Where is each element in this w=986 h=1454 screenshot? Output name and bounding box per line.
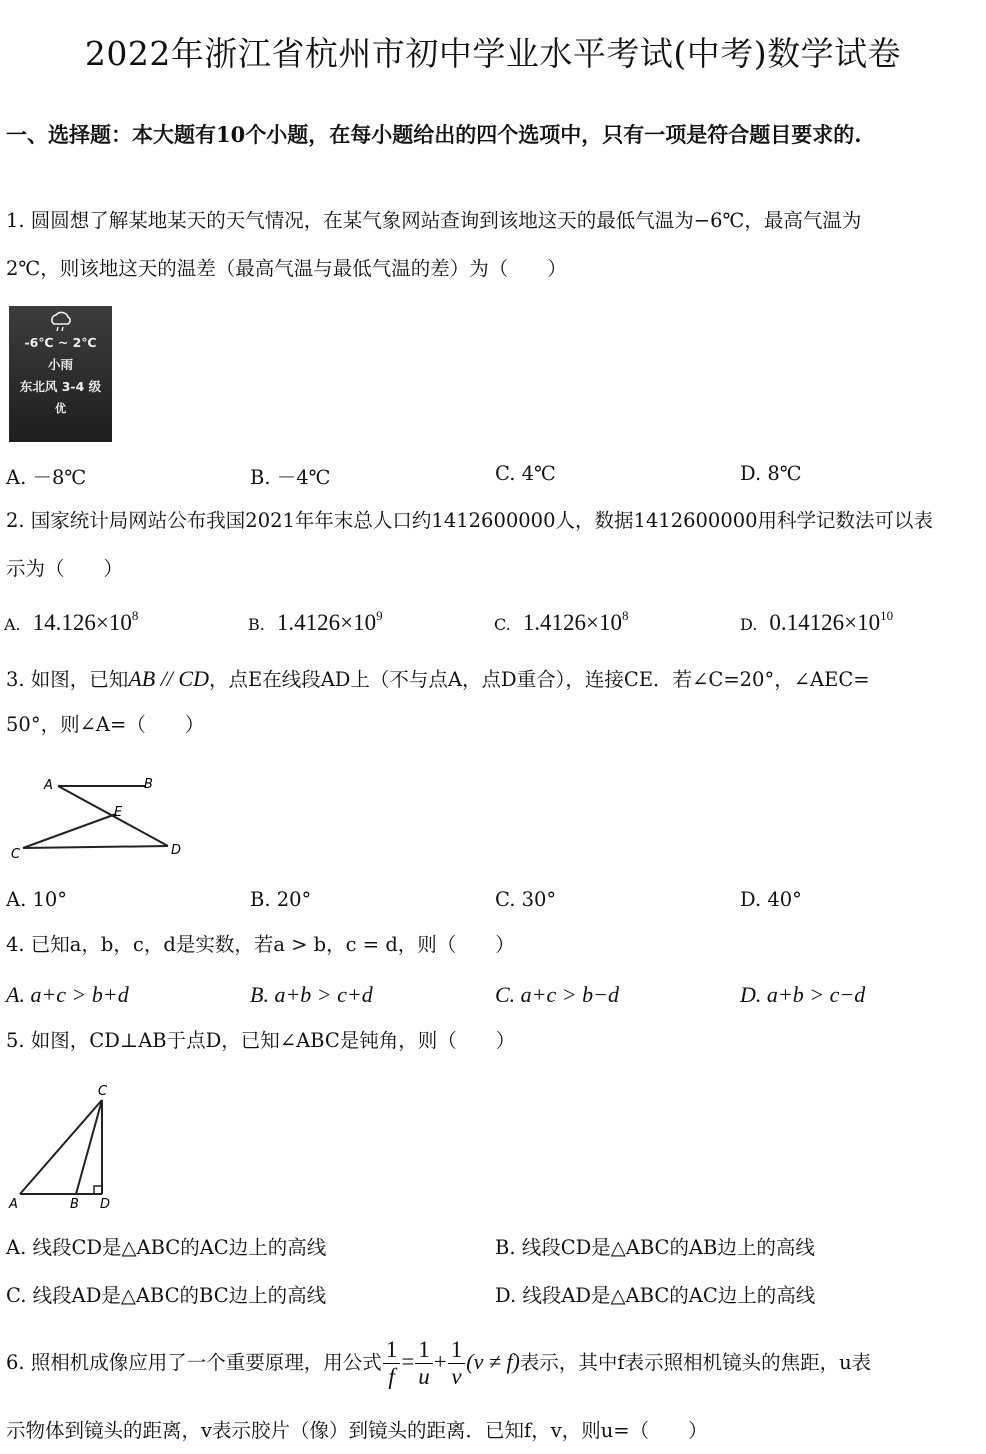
question-3-option-c: C. 30° — [495, 888, 557, 911]
weather-aqi: 优 — [55, 402, 66, 415]
question-3-option-b: B. 20° — [250, 888, 312, 911]
label-e: E — [114, 805, 123, 820]
question-6-line-2: 示物体到镜头的距离，v表示胶片（像）到镜头的距离．已知f，v，则u=（ ） — [6, 1419, 708, 1442]
label-c: C — [98, 1084, 108, 1099]
question-4-option-d: D. a+b > c−d — [740, 982, 866, 1007]
question-4-option-b: B. a+b > c+d — [250, 982, 373, 1007]
question-4-option-a: A. a+c > b+d — [6, 982, 129, 1007]
question-2-option-d: D. $0.14126\times 10^{10}$ — [740, 608, 894, 635]
cloud-rain-icon — [9, 310, 112, 332]
question-1-option-a: A. －8℃ — [6, 466, 87, 489]
label-b: B — [70, 1197, 79, 1212]
question-1-option-d: D. 8℃ — [740, 462, 802, 485]
label-c: C — [11, 847, 21, 862]
weather-description: 小雨 — [47, 357, 73, 372]
fraction-1-over-f: $\frac{1}{f}$ — [383, 1337, 401, 1390]
question-3-option-d: D. 40° — [740, 888, 802, 911]
question-1-line-1: 1. 圆圆想了解某地某天的天气情况，在某气象网站查询到该地这天的最低气温为−6℃，最高气温为 — [6, 209, 862, 232]
label-d: D — [100, 1197, 111, 1212]
segment-ce — [23, 814, 116, 848]
weather-wind: 东北风 3-4 级 — [19, 379, 102, 394]
question-2-option-b: B. $1.4126\times 10^9$ — [248, 608, 383, 635]
question-3-line-1: 3. 如图，已知AB // CD，点E在线段AD上（不与点A，点D重合），连接CE．若∠C=20°，∠AEC= — [6, 666, 870, 691]
segment-cd — [23, 846, 168, 848]
question-5-option-a: A. 线段CD是△ABC的AC边上的高线 — [6, 1236, 327, 1259]
question-2-line-2: 示为（ ） — [6, 557, 124, 580]
question-2-option-a: A. $14.126\times 10^8$ — [4, 608, 139, 635]
question-5-option-b: B. 线段CD是△ABC的AB边上的高线 — [495, 1236, 815, 1259]
label-a: A — [44, 778, 53, 793]
triangle-figure — [6, 1080, 136, 1214]
question-4-option-c: C. a+c > b−d — [495, 982, 619, 1007]
fraction-1-over-u: $\frac{1}{u}$ — [415, 1337, 433, 1390]
question-6-line-1: 6. 照相机成像应用了一个重要原理，用公式 $\frac{1}{f}$ = $\frac{1}{u}$ + $\frac{1}{v}$ (v ≠ f)表示，其中f表示照相机镜头的焦距，u表 — [6, 1337, 872, 1389]
label-a: A — [9, 1197, 18, 1212]
question-4-line: 4. 已知a，b，c，d是实数，若a > b，c = d，则（ ） — [6, 933, 515, 956]
question-3-line-2: 50°，则∠A=（ ） — [6, 713, 205, 736]
question-5-option-d: D. 线段AD是△ABC的AC边上的高线 — [495, 1284, 816, 1307]
question-1-line-2: 2℃，则该地这天的温差（最高气温与最低气温的差）为（ ） — [6, 257, 567, 280]
question-1-option-c: C. 4℃ — [495, 462, 556, 485]
page-title: 2022年浙江省杭州市初中学业水平考试(中考)数学试卷 — [84, 34, 902, 73]
fraction-1-over-v: $\frac{1}{v}$ — [448, 1337, 466, 1390]
weather-temperature: -6℃ ~ 2℃ — [24, 335, 97, 350]
question-2-line-1: 2. 国家统计局网站公布我国2021年年末总人口约1412600000人，数据1412600000用科学记数法可以表 — [6, 509, 934, 532]
right-angle-mark — [94, 1186, 102, 1194]
question-3-option-a: A. 10° — [6, 888, 68, 911]
question-2-option-c: C. $1.4126\times 10^8$ — [494, 608, 629, 635]
parallel-lines-figure — [6, 772, 196, 864]
label-b: B — [144, 777, 153, 792]
question-1-option-b: B. －4℃ — [250, 466, 331, 489]
question-5-option-c: C. 线段AD是△ABC的BC边上的高线 — [6, 1284, 327, 1307]
label-d: D — [171, 843, 182, 858]
section-heading: 一、选择题：本大题有10个小题，在每小题给出的四个选项中，只有一项是符合题目要求的. — [6, 122, 862, 147]
weather-card — [9, 306, 112, 442]
question-5-line: 5. 如图，CD⊥AB于点D，已知∠ABC是钝角，则（ ） — [6, 1029, 516, 1052]
